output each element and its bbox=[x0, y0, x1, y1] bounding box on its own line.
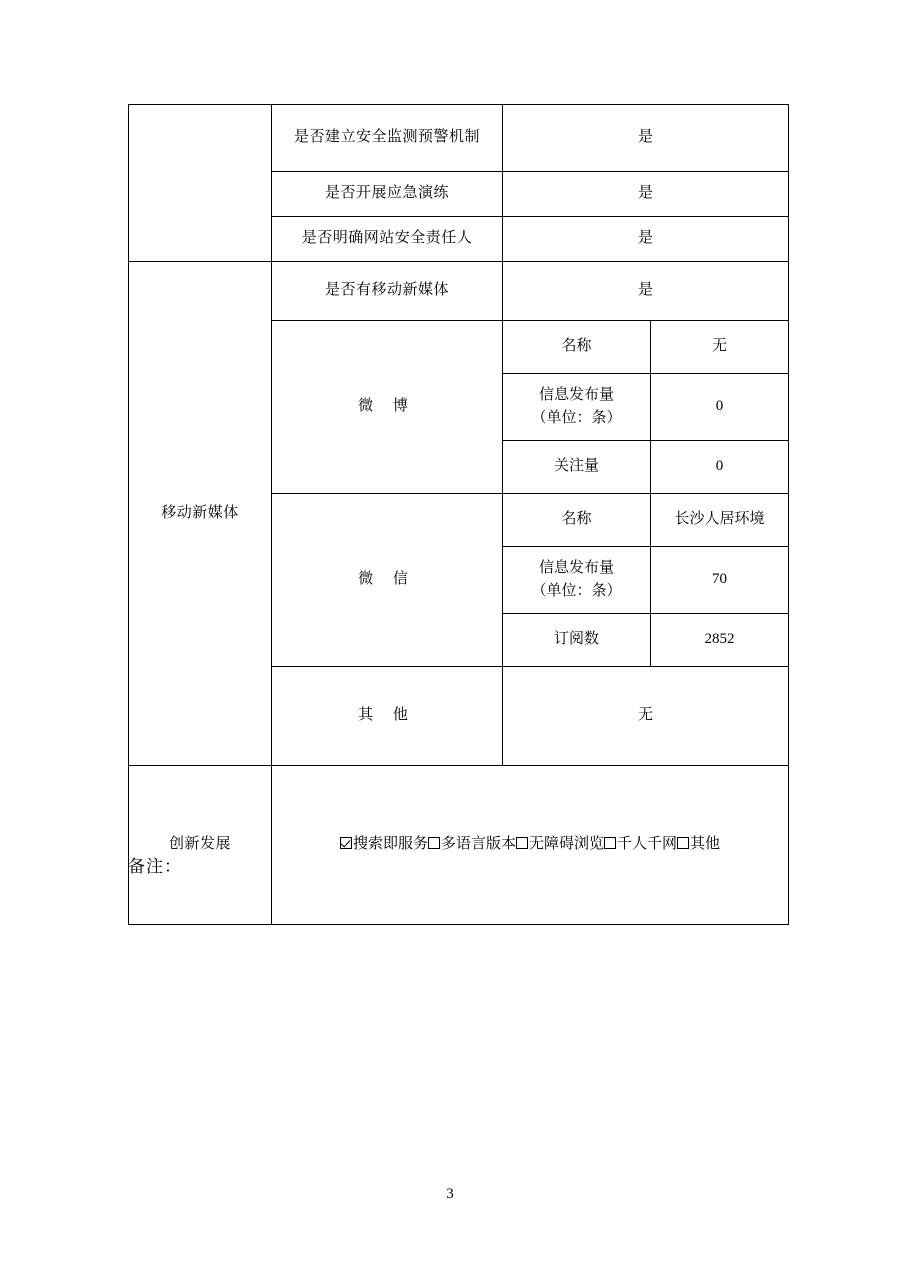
innovation-option-personalized[interactable] bbox=[604, 836, 677, 852]
checkbox-icon[interactable] bbox=[340, 837, 352, 849]
has-media-label: 是否有移动新媒体 bbox=[272, 262, 503, 321]
remark-label: 备注： bbox=[128, 857, 182, 876]
innovation-option-label-4: 其他 bbox=[690, 836, 721, 853]
weibo-label: 微 博 bbox=[272, 321, 503, 494]
innovation-option-other[interactable] bbox=[677, 836, 720, 852]
page-number: 3 bbox=[446, 1186, 454, 1202]
security-value-3: 是 bbox=[503, 217, 789, 262]
weixin-label: 微 信 bbox=[272, 494, 503, 667]
security-value-1: 是 bbox=[503, 105, 789, 172]
weixin-subscribe-value: 2852 bbox=[651, 614, 789, 667]
has-media-value: 是 bbox=[503, 262, 789, 321]
weixin-publish-label bbox=[503, 547, 651, 614]
weibo-name-label: 名称 bbox=[503, 321, 651, 374]
security-label-2: 是否开展应急演练 bbox=[272, 172, 503, 217]
weibo-publish-label-line1: 信息发布量 bbox=[538, 386, 614, 403]
innovation-option-label-2: 无障碍浏览 bbox=[529, 836, 605, 853]
checkbox-icon[interactable] bbox=[428, 837, 440, 849]
security-label-1: 是否建立安全监测预警机制 bbox=[272, 105, 503, 172]
security-section-header bbox=[129, 105, 272, 262]
security-label-3: 是否明确网站安全责任人 bbox=[272, 217, 503, 262]
weibo-follow-value: 0 bbox=[651, 441, 789, 494]
innovation-option-search[interactable] bbox=[340, 836, 428, 852]
other-media-value: 无 bbox=[503, 667, 789, 766]
checkbox-icon[interactable] bbox=[516, 837, 528, 849]
checkbox-icon[interactable] bbox=[604, 837, 616, 849]
innovation-options bbox=[272, 766, 789, 925]
weixin-publish-label-line2: （单位：条） bbox=[531, 583, 622, 599]
website-report-table bbox=[128, 104, 789, 925]
weibo-follow-label: 关注量 bbox=[503, 441, 651, 494]
weibo-publish-value: 0 bbox=[651, 374, 789, 441]
table-row bbox=[129, 105, 789, 172]
weixin-name-label: 名称 bbox=[503, 494, 651, 547]
weibo-publish-label bbox=[503, 374, 651, 441]
table-row bbox=[129, 262, 789, 321]
innovation-option-label-3: 千人千网 bbox=[617, 836, 678, 853]
innovation-option-label-0: 搜索即服务 bbox=[352, 836, 428, 853]
security-value-2: 是 bbox=[503, 172, 789, 217]
media-section-header: 移动新媒体 bbox=[129, 262, 272, 766]
weixin-publish-value: 70 bbox=[651, 547, 789, 614]
weixin-publish-label-line1: 信息发布量 bbox=[538, 559, 614, 576]
checkbox-icon[interactable] bbox=[677, 837, 689, 849]
weibo-publish-label-line2: （单位：条） bbox=[531, 410, 622, 426]
other-media-label: 其 他 bbox=[272, 667, 503, 766]
innovation-option-label-1: 多语言版本 bbox=[440, 836, 516, 853]
innovation-header: 创新发展 bbox=[129, 766, 272, 925]
innovation-option-accessibility[interactable] bbox=[516, 836, 604, 852]
weixin-name-value: 长沙人居环境 bbox=[651, 494, 789, 547]
weibo-name-value: 无 bbox=[651, 321, 789, 374]
table-row bbox=[129, 766, 789, 925]
innovation-option-multilang[interactable] bbox=[428, 836, 516, 852]
weixin-subscribe-label: 订阅数 bbox=[503, 614, 651, 667]
